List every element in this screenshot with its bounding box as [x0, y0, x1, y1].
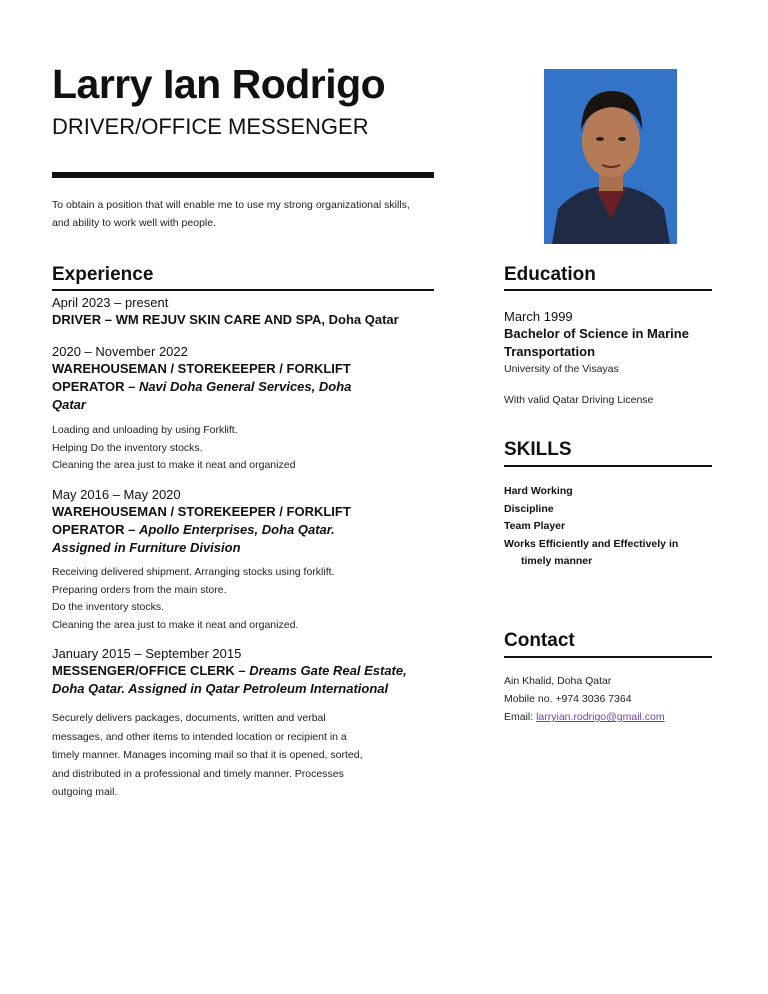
job-role: DRIVER – WM REJUV SKIN CARE AND SPA, Doha Qatar: [52, 312, 399, 327]
job-entry: [52, 343, 452, 414]
education-heading: Education: [504, 264, 596, 285]
duty-line: messages, and other items to intended location or recipient in a: [52, 730, 347, 743]
degree-line: Bachelor of Science in Marine: [504, 326, 689, 341]
skill-item: Hard Working: [504, 485, 573, 497]
job-company: Dreams Gate Real Estate,: [249, 663, 407, 678]
applicant-name: Larry Ian Rodrigo: [52, 61, 386, 107]
duty-line: Cleaning the area just to make it neat and organized: [52, 459, 296, 471]
duty-line: Securely delivers packages, documents, written and verbal: [52, 712, 326, 724]
job-company: Qatar: [52, 397, 86, 412]
job-company: Navi Doha General Services, Doha: [138, 379, 352, 394]
job-entry: [52, 294, 452, 329]
job-title-line: [52, 662, 452, 680]
experience-heading: Experience: [52, 264, 154, 285]
job-dates: May 2016 – May 2020: [52, 487, 181, 502]
email-link[interactable]: larryian.rodrigo@gmail.com: [536, 711, 665, 723]
skill-item: Team Player: [504, 520, 566, 532]
job-duties: [52, 422, 452, 475]
job-entry: [52, 645, 452, 698]
job-title: DRIVER/OFFICE MESSENGER: [52, 114, 369, 139]
job-title-line: [52, 311, 452, 329]
driving-license-note: With valid Qatar Driving License: [504, 394, 654, 406]
job-company: Apollo Enterprises, Doha Qatar.: [138, 522, 335, 537]
job-duties: [52, 564, 452, 634]
duty-line: Receiving delivered shipment. Arranging stocks using forklift.: [52, 566, 335, 578]
job-duties: [52, 709, 452, 802]
duty-line: and distributed in a professional and timely manner. Processes: [52, 767, 344, 780]
job-title-line: [52, 521, 452, 539]
contact-mobile: Mobile no. +974 3036 7364: [504, 693, 632, 705]
education-date: March 1999: [504, 309, 573, 324]
duty-line: Loading and unloading by using Forklift.: [52, 424, 238, 436]
contact-details: [504, 672, 734, 726]
contact-divider: [504, 656, 712, 658]
objective-line: To obtain a position that will enable me to use my strong organizational skills,: [52, 199, 410, 211]
skill-item-continuation: timely manner: [521, 555, 593, 567]
header-divider: [52, 172, 434, 178]
job-dates: January 2015 – September 2015: [52, 646, 242, 661]
skill-item: Works Efficiently and Effectively in: [504, 537, 679, 550]
duty-line: Helping Do the inventory stocks.: [52, 441, 203, 454]
job-role: MESSENGER/OFFICE CLERK –: [52, 663, 250, 678]
school-name: University of the Visayas: [504, 363, 619, 375]
job-title-line: [52, 503, 452, 521]
duty-line: Cleaning the area just to make it neat and organized.: [52, 618, 299, 631]
experience-divider: [52, 289, 434, 291]
job-company: Assigned in Furniture Division: [52, 540, 241, 555]
contact-address: Ain Khalid, Doha Qatar: [504, 675, 612, 687]
email-label: Email:: [504, 711, 537, 723]
job-role: OPERATOR –: [52, 522, 139, 537]
duty-line: timely manner. Manages incoming mail so that it is opened, sorted,: [52, 749, 363, 761]
job-title-line: [52, 360, 452, 378]
job-dates: 2020 – November 2022: [52, 344, 188, 359]
duty-line: Do the inventory stocks.: [52, 601, 165, 613]
duty-line: outgoing mail.: [52, 786, 118, 798]
job-entry: [52, 486, 452, 557]
profile-photo: [544, 69, 677, 244]
job-company: Doha Qatar. Assigned in Qatar Petroleum International: [52, 681, 389, 696]
job-title-line: [52, 680, 452, 698]
duty-line: Preparing orders from the main store.: [52, 583, 227, 596]
job-title-line: [52, 378, 452, 396]
education-entry: [504, 308, 734, 379]
education-divider: [504, 289, 712, 291]
skills-divider: [504, 465, 712, 467]
degree-line: Transportation: [504, 344, 596, 359]
contact-email-row: [504, 708, 734, 726]
skills-list: [504, 483, 734, 571]
skills-heading: SKILLS: [504, 439, 572, 460]
skill-item: Discipline: [504, 502, 554, 515]
job-title-line: [52, 396, 452, 414]
job-role: WAREHOUSEMAN / STOREKEEPER / FORKLIFT: [52, 361, 351, 376]
objective-line: and ability to work well with people.: [52, 217, 217, 229]
job-dates: April 2023 – present: [52, 295, 169, 310]
job-role: OPERATOR –: [52, 379, 139, 394]
objective: [52, 196, 447, 232]
job-title-line: [52, 539, 452, 557]
job-role: WAREHOUSEMAN / STOREKEEPER / FORKLIFT: [52, 504, 351, 519]
contact-heading: Contact: [504, 630, 575, 651]
